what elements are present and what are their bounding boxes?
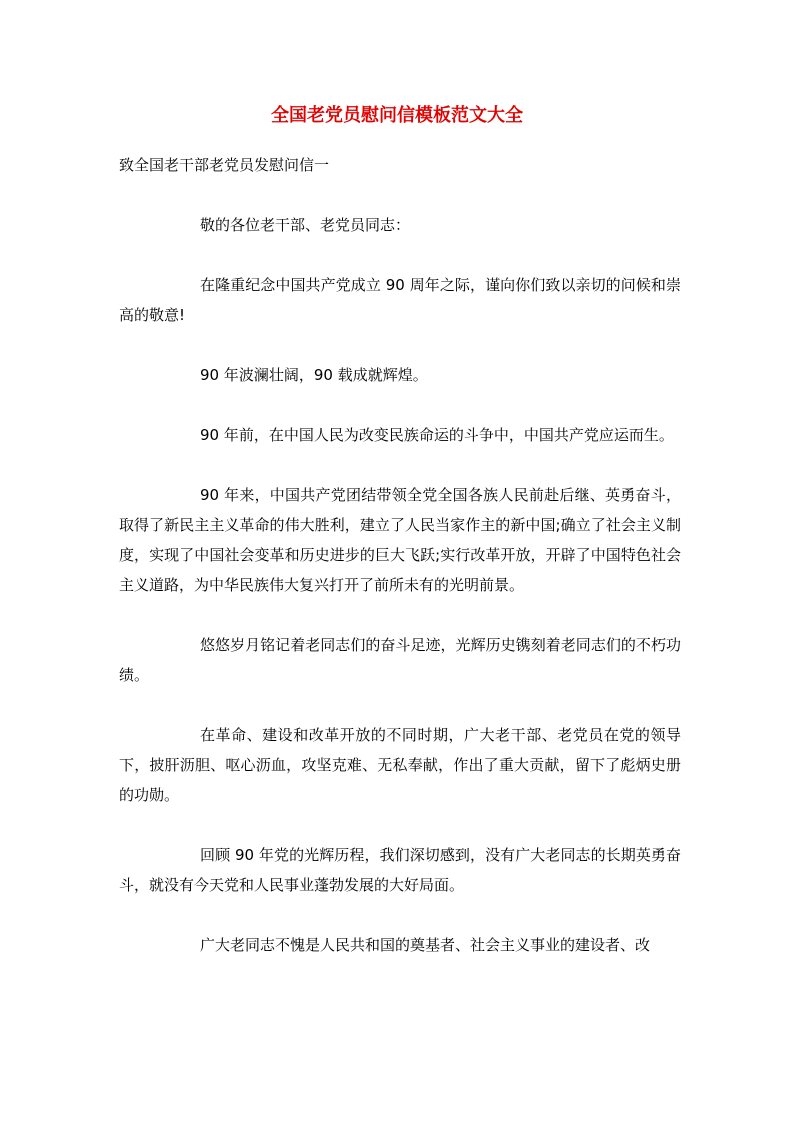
body-paragraph: 回顾 90 年党的光辉历程，我们深切感到，没有广大老同志的长期英勇奋斗，就没有今天党和人民事业蓬勃发展的大好局面。 [119,846,681,894]
body-paragraph: 悠悠岁月铭记着老同志们的奋斗足迹，光辉历史镌刻着老同志们的不朽功绩。 [119,636,681,684]
body-paragraph: 在隆重纪念中国共产党成立 90 周年之际，谨向你们致以亲切的问候和崇高的敬意! [119,276,681,324]
body-paragraph: 在革命、建设和改革开放的不同时期，广大老干部、老党员在党的领导下，披肝沥胆、呕心沥血，攻坚克难、无私奉献，作出了重大贡献，留下了彪炳史册的功勋。 [119,726,681,804]
document-body [119,150,681,990]
letter-subheading: 致全国老干部老党员发慰问信一 [119,156,330,174]
body-paragraph: 广大老同志不愧是人民共和国的奠基者、社会主义事业的建设者、改 [200,936,651,954]
document-title: 全国老党员慰问信模板范文大全 [271,105,523,126]
body-paragraph: 90 年波澜壮阔，90 载成就辉煌。 [200,366,428,384]
body-paragraph: 90 年来，中国共产党团结带领全党全国各族人民前赴后继、英勇奋斗，取得了新民主主义革命的伟大胜利，建立了人民当家作主的新中国;确立了社会主义制度，实现了中国社会变革和历史进步的巨大飞跃;实行改革开放，开辟了中国特色社会主义道路，为中华民族伟大复兴打开了前所未有的光明前景。 [119,486,681,594]
body-paragraph: 90 年前，在中国人民为改变民族命运的斗争中，中国共产党应运而生。 [200,426,674,444]
salutation-paragraph: 敬的各位老干部、老党员同志： [200,216,411,234]
